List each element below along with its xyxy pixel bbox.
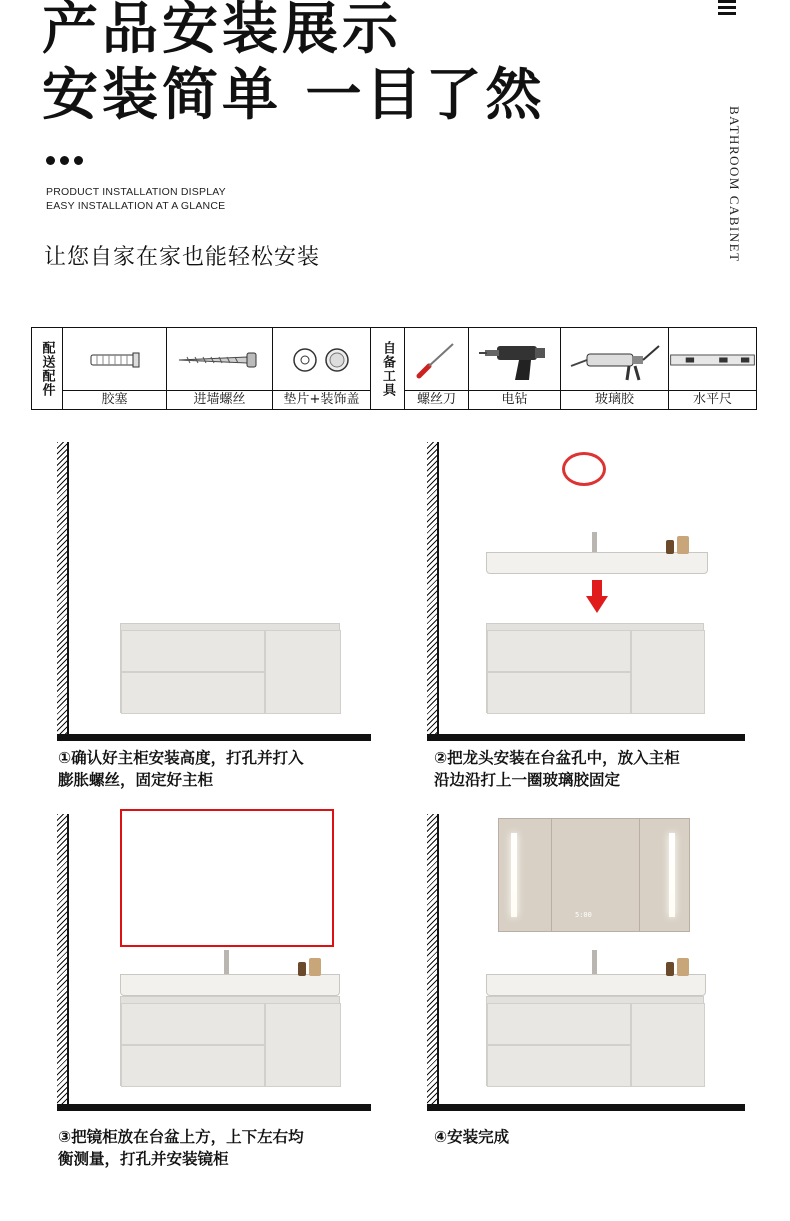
part-washer-cap bbox=[272, 328, 370, 409]
countertop-basin bbox=[486, 974, 706, 996]
caption-line: ①确认好主柜安装高度，打孔并打入 bbox=[58, 749, 304, 767]
step-4-caption bbox=[434, 1126, 509, 1148]
included-parts-header: 配送配件 bbox=[39, 340, 55, 397]
floor bbox=[427, 734, 745, 741]
wall bbox=[427, 814, 439, 1104]
bottle-accessory bbox=[666, 962, 674, 976]
countertop-basin bbox=[120, 974, 340, 996]
faucet bbox=[592, 950, 597, 974]
tool-drill bbox=[468, 328, 560, 409]
part-label: 胶塞 bbox=[63, 390, 166, 409]
wall bbox=[427, 442, 439, 734]
page-title-line1: 产品安装展示 bbox=[42, 0, 402, 62]
led-light-strip bbox=[669, 833, 675, 917]
washer-cap-icon bbox=[273, 328, 370, 392]
faucet bbox=[592, 532, 597, 554]
mirror-cabinet bbox=[498, 818, 690, 932]
self-tools-header: 自备工具 bbox=[370, 328, 404, 409]
side-vertical-text: BATHROOM CABINET bbox=[727, 106, 742, 263]
tool-screwdriver bbox=[404, 328, 468, 409]
wall bbox=[57, 814, 69, 1104]
part-label: 进墙螺丝 bbox=[167, 390, 272, 409]
cup-accessory bbox=[309, 958, 321, 976]
caption-line: 衡测量，打孔并安装镜柜 bbox=[58, 1150, 229, 1168]
step-3-caption bbox=[58, 1126, 304, 1170]
screw-icon bbox=[167, 328, 272, 392]
step-1-caption bbox=[58, 747, 304, 791]
mirror-display: 5:00 bbox=[575, 911, 592, 919]
step-1-panel bbox=[52, 440, 382, 740]
part-label: 垫片+装饰盖 bbox=[273, 390, 370, 409]
caulk-gun-icon bbox=[561, 328, 668, 392]
arrow-down-icon bbox=[586, 580, 608, 614]
main-cabinet bbox=[120, 996, 340, 1086]
page-title-line2: 安装简单 一目了然 bbox=[42, 63, 546, 128]
tool-label: 电钻 bbox=[469, 390, 560, 409]
subtitle: 让您自家在家也能轻松安装 bbox=[44, 245, 321, 270]
cup-accessory bbox=[677, 536, 689, 554]
bottle-accessory bbox=[666, 540, 674, 554]
main-cabinet bbox=[486, 623, 704, 713]
caption-line: 膨胀螺丝，固定好主柜 bbox=[58, 771, 214, 789]
menu-icon[interactable] bbox=[718, 0, 736, 18]
bottle-accessory bbox=[298, 962, 306, 976]
caption-line: ③把镜柜放在台盆上方，上下左右均 bbox=[58, 1128, 304, 1146]
english-title-line1: PRODUCT INSTALLATION DISPLAY bbox=[46, 186, 226, 198]
tool-label: 螺丝刀 bbox=[405, 390, 468, 409]
main-cabinet bbox=[486, 996, 704, 1086]
caption-line: ④安装完成 bbox=[434, 1128, 510, 1146]
tool-level bbox=[668, 328, 756, 409]
brand-logo bbox=[562, 452, 606, 486]
drill-icon bbox=[469, 328, 560, 392]
wall bbox=[57, 442, 69, 734]
floor bbox=[427, 1104, 745, 1111]
tool-label: 玻璃胶 bbox=[561, 390, 668, 409]
step-2-caption bbox=[434, 747, 680, 791]
floor bbox=[57, 734, 371, 741]
screwdriver-icon bbox=[405, 328, 468, 392]
caption-line: 沿边沿打上一圈玻璃胶固定 bbox=[434, 771, 621, 789]
countertop-basin bbox=[486, 552, 708, 574]
wall-plug-icon bbox=[63, 328, 166, 392]
cup-accessory bbox=[677, 958, 689, 976]
step-2-panel bbox=[422, 440, 752, 740]
english-title-line2: EASY INSTALLATION AT A GLANCE bbox=[46, 200, 226, 212]
level-icon bbox=[669, 328, 756, 392]
dots-decoration bbox=[46, 156, 83, 165]
tool-caulk-gun bbox=[560, 328, 668, 409]
caption-line: ②把龙头安装在台盆孔中，放入主柜 bbox=[434, 749, 680, 767]
faucet bbox=[224, 950, 229, 974]
floor bbox=[57, 1104, 371, 1111]
tool-label: 水平尺 bbox=[669, 390, 756, 409]
step-3-panel bbox=[52, 812, 382, 1112]
led-light-strip bbox=[511, 833, 517, 917]
main-cabinet bbox=[120, 623, 340, 713]
parts-table bbox=[31, 327, 757, 410]
part-wall-plug bbox=[62, 328, 166, 409]
part-screw bbox=[166, 328, 272, 409]
mirror-cabinet-placement-frame bbox=[120, 809, 334, 947]
step-4-panel bbox=[422, 812, 752, 1112]
